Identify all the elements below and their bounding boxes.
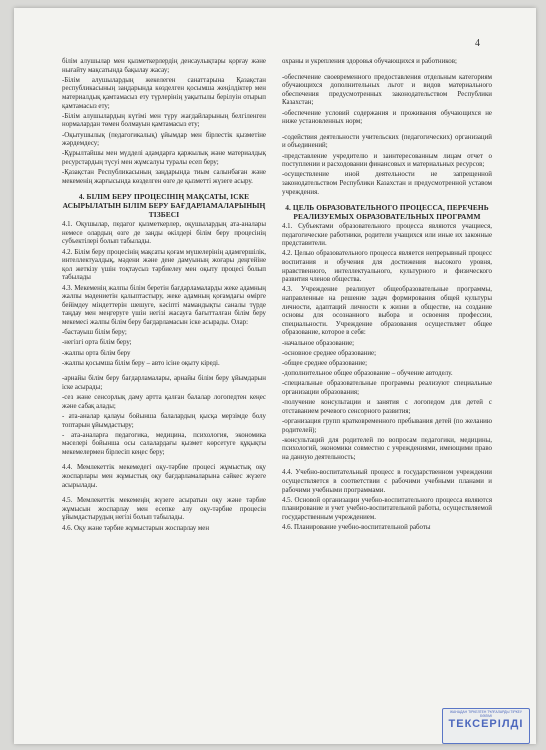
list-item: -начальное образование; — [282, 339, 355, 347]
stamp-big-text: ТЕКСЕРІЛДІ — [448, 718, 524, 730]
paragraph: -обеспечение условий содержания и проживания обучающихся не ниже установленных норм; — [282, 109, 492, 126]
list-item: -организация групп кратковременного пребывания детей (по желанию родителей); — [282, 417, 492, 434]
paragraph: 4.5. Основой организации учебно-воспитательного процесса являются планирование и учет учебно-воспитательной работы, осуществляемой государственным учреждением. — [282, 496, 492, 522]
paragraph: -Қазақстан Республикасының заңдарында тиым салынбаған және мекеменің жарғысында көзделген өзге де қызметті жүзеге асыру. — [62, 169, 266, 185]
page-number: 4 — [475, 38, 480, 49]
list-item: -бастауыш білім беру; — [62, 329, 127, 337]
list-item: -арнайы білім беру бағдарламалары, арнайы білім беру ұйымдарын іске асырады; — [62, 375, 266, 391]
paragraph: -содействия деятельности учительских (педагогических) организаций и объединений; — [282, 133, 492, 150]
paragraph: 4.6. Оқу және тәрбие жұмыстарын жоспарлау мен — [62, 524, 210, 532]
list-item: -негізгі орта білім беру; — [62, 339, 132, 347]
paragraph: 4.1. Субъектами образовательного процесса являются учащиеся, педагогические работники, родители учащихся или иные их законные представители. — [282, 223, 492, 248]
list-item: -сез және сенсорлық даму артта қалған балалар логопедтен кеңес және сабақ алады; — [62, 394, 266, 410]
paragraph: 4.4. Мемлекеттік мекемедегі оқу-тәрбие процесі жұмыстық оқу жоспарлары мен жұмыстық оқу бағдарламаларына сәйкес жүзеге асырылады. — [62, 464, 266, 489]
list-item: -общее среднее образование; — [282, 359, 368, 367]
list-item: -жалпы орта білім беру — [62, 349, 131, 357]
paragraph: 4.3. Учреждение реализует общеобразовательные программы, направленные на решение задач формирования общей культуры личности, адаптаций личности к жизни в обществе, на создание основы для осознанного выбора и освоения профессии, специальности. Учреждение образования осуществляет общее образование, которое в себя: — [282, 286, 492, 337]
paragraph: охраны и укрепления здоровья обучающихся и работников; — [282, 58, 457, 65]
paragraph: -Құрылтайшы мен мүдделі адамдарға қаржылық және материалдық ресурстардың түсуі мен жұмсалуы туралы есеп беру; — [62, 150, 266, 166]
paragraph: -представление учредителю и заинтересованным лицам отчет о поступлении и расходовании финансовых и материальных ресурсов; — [282, 152, 492, 169]
paragraph: 4.6. Планирование учебно-воспитательной работы — [282, 524, 431, 532]
list-item: -дополнительное общее образование – обучение автоделу. — [282, 370, 453, 378]
list-item: -специальные образовательные программы реализуют специальные организации образования; — [282, 380, 492, 396]
paragraph: 4.5. Мемлекеттік мекемеңің жүзеге асыратын оқу және тәрбие жұмысын жоспарлау мен есепке алу оқу-тәрбие процесін ұйымдастырудың негізі болып табылады. — [62, 497, 266, 522]
paragraph: білім алушылар мен қызметкерлердің денсаулықтары қорғау және нығайту мақсатында бақылау жасау; — [62, 58, 266, 74]
stamp-small-text: ЖАНАДАН ТІРКЕЛГЕН ТҰЛҒАЛАРДЫ ТІРКЕУ БӨЛІМІ — [449, 710, 523, 718]
list-item: -основное среднее образование; — [282, 349, 377, 357]
paragraph: -обеспечение своевременного предоставления отдельным категориям обучающихся дополнительных льгот и видов материального обеспечения предусмотренных законодательством Республики Казахстан; — [282, 73, 492, 107]
right-column-russian — [282, 58, 492, 534]
paragraph: 4.2. Білім беру процесінің мақсаты қоғам мүшелерінің адамгершілік, интеллектуалдық, мәдени және дене дамуының жоғары деңгейіне қол жеткізу үшін тоқтаусыз тәрбиелеу мен оқыту процесі болып табылады — [62, 248, 266, 282]
list-item: -консультаций для родителей по вопросам педагогики, медицины, психологий, экономики совместно с учреждениями, имеющими право на данную деятельность; — [282, 436, 492, 461]
paragraph: -осуществление иной деятельности не запрещенной законодательством Республики Казахстан и предусмотренной уставом учреждения. — [282, 171, 492, 196]
paragraph: 4.1. Оқушылар, педагог қызметкерлер, оқушылардың ата-аналары немесе олардың өзге де заңды өкілдері білім беру процесінің субъектілері болып табылады. — [62, 221, 266, 246]
section-heading: 4. ЦЕЛЬ ОБРАЗОВАТЕЛЬНОГО ПРОЦЕССА, ПЕРЕЧЕНЬ РЕАЛИЗУЕМЫХ ОБРАЗОВАТЕЛЬНЫХ ПРОГРАММ — [285, 203, 489, 222]
paragraph: 4.2. Целью образовательного процесса является непрерывный процесс воспитания и обучения для достижения высокого уровня, нравственного, интеллектуального, культурного и физического развития членов общества. — [282, 250, 492, 284]
document-page — [14, 8, 536, 744]
section-heading: 4. БІЛІМ БЕРУ ПРОЦЕСІНІҢ МАҚСАТЫ, ІСКЕ АСЫРЫЛАТЫН БІЛІМ БЕРУ БАҒДАРЛАМАЛАРЫНЫҢ ТІЗБЕСІ — [62, 192, 266, 220]
list-item: -жалпы қосымша білім беру – авто ісіне оқыту кіреді. — [62, 359, 220, 367]
left-column-kazakh — [62, 58, 266, 535]
paragraph: 4.4. Учебно-воспитательный процесс в государственном учреждении осуществляется в соответствии с рабочими учебными планами и рабочими учебными программами. — [282, 469, 492, 494]
list-item: -получение консультации и занятия с логопедом для детей с отставанием речевого сенсорного развития; — [282, 399, 492, 415]
paragraph: -Оқытушылық (педагогикалық) ұйымдар мен бірлестік қызметіне жәрдемдесу; — [62, 131, 266, 148]
paragraph: -Білім алушылардың жекелеген санаттарына Қазақстан республикасының заңдарында көзделген қосымша жеңілдіктер мен материалдық қамтамасыз ету түрлерінің уақытылы берілуін отырып қамтамасыз ету; — [62, 76, 266, 110]
list-item: - ата-аналарға педагогика, медицина, психология, экономика мәселері бойынша осы салалардағы қызмет көрсетуге құқықты мекемелермен бірлесіп кеңес беру; — [62, 431, 266, 456]
verification-stamp — [442, 708, 530, 744]
list-item: - ата-аналар қалауы бойынша балалардың қысқа мерзімде болу топтарын ұйымдастыру; — [62, 412, 266, 429]
paragraph: 4.3. Мекеменің жалпы білім беретін бағдарламаларды жеке адамның жалпы мәдениетін қалыптастыру, жеке адамның қоғамдағы өмірге бейімдеу міндеттерін шешуге, кәсіпті мамандықты саналы түрде таңдау мен меңгеруге үшін негізі жасауға бағытталған білім беру мекемесі жалпы білім беру бағдарламасын іске асырады. Олар: — [62, 284, 266, 326]
paragraph: -Білім алушылардың күтімі мен түру жағдайларының белгіленген нормалардан төмен болмауын қамтамасыз ету; — [62, 112, 266, 129]
